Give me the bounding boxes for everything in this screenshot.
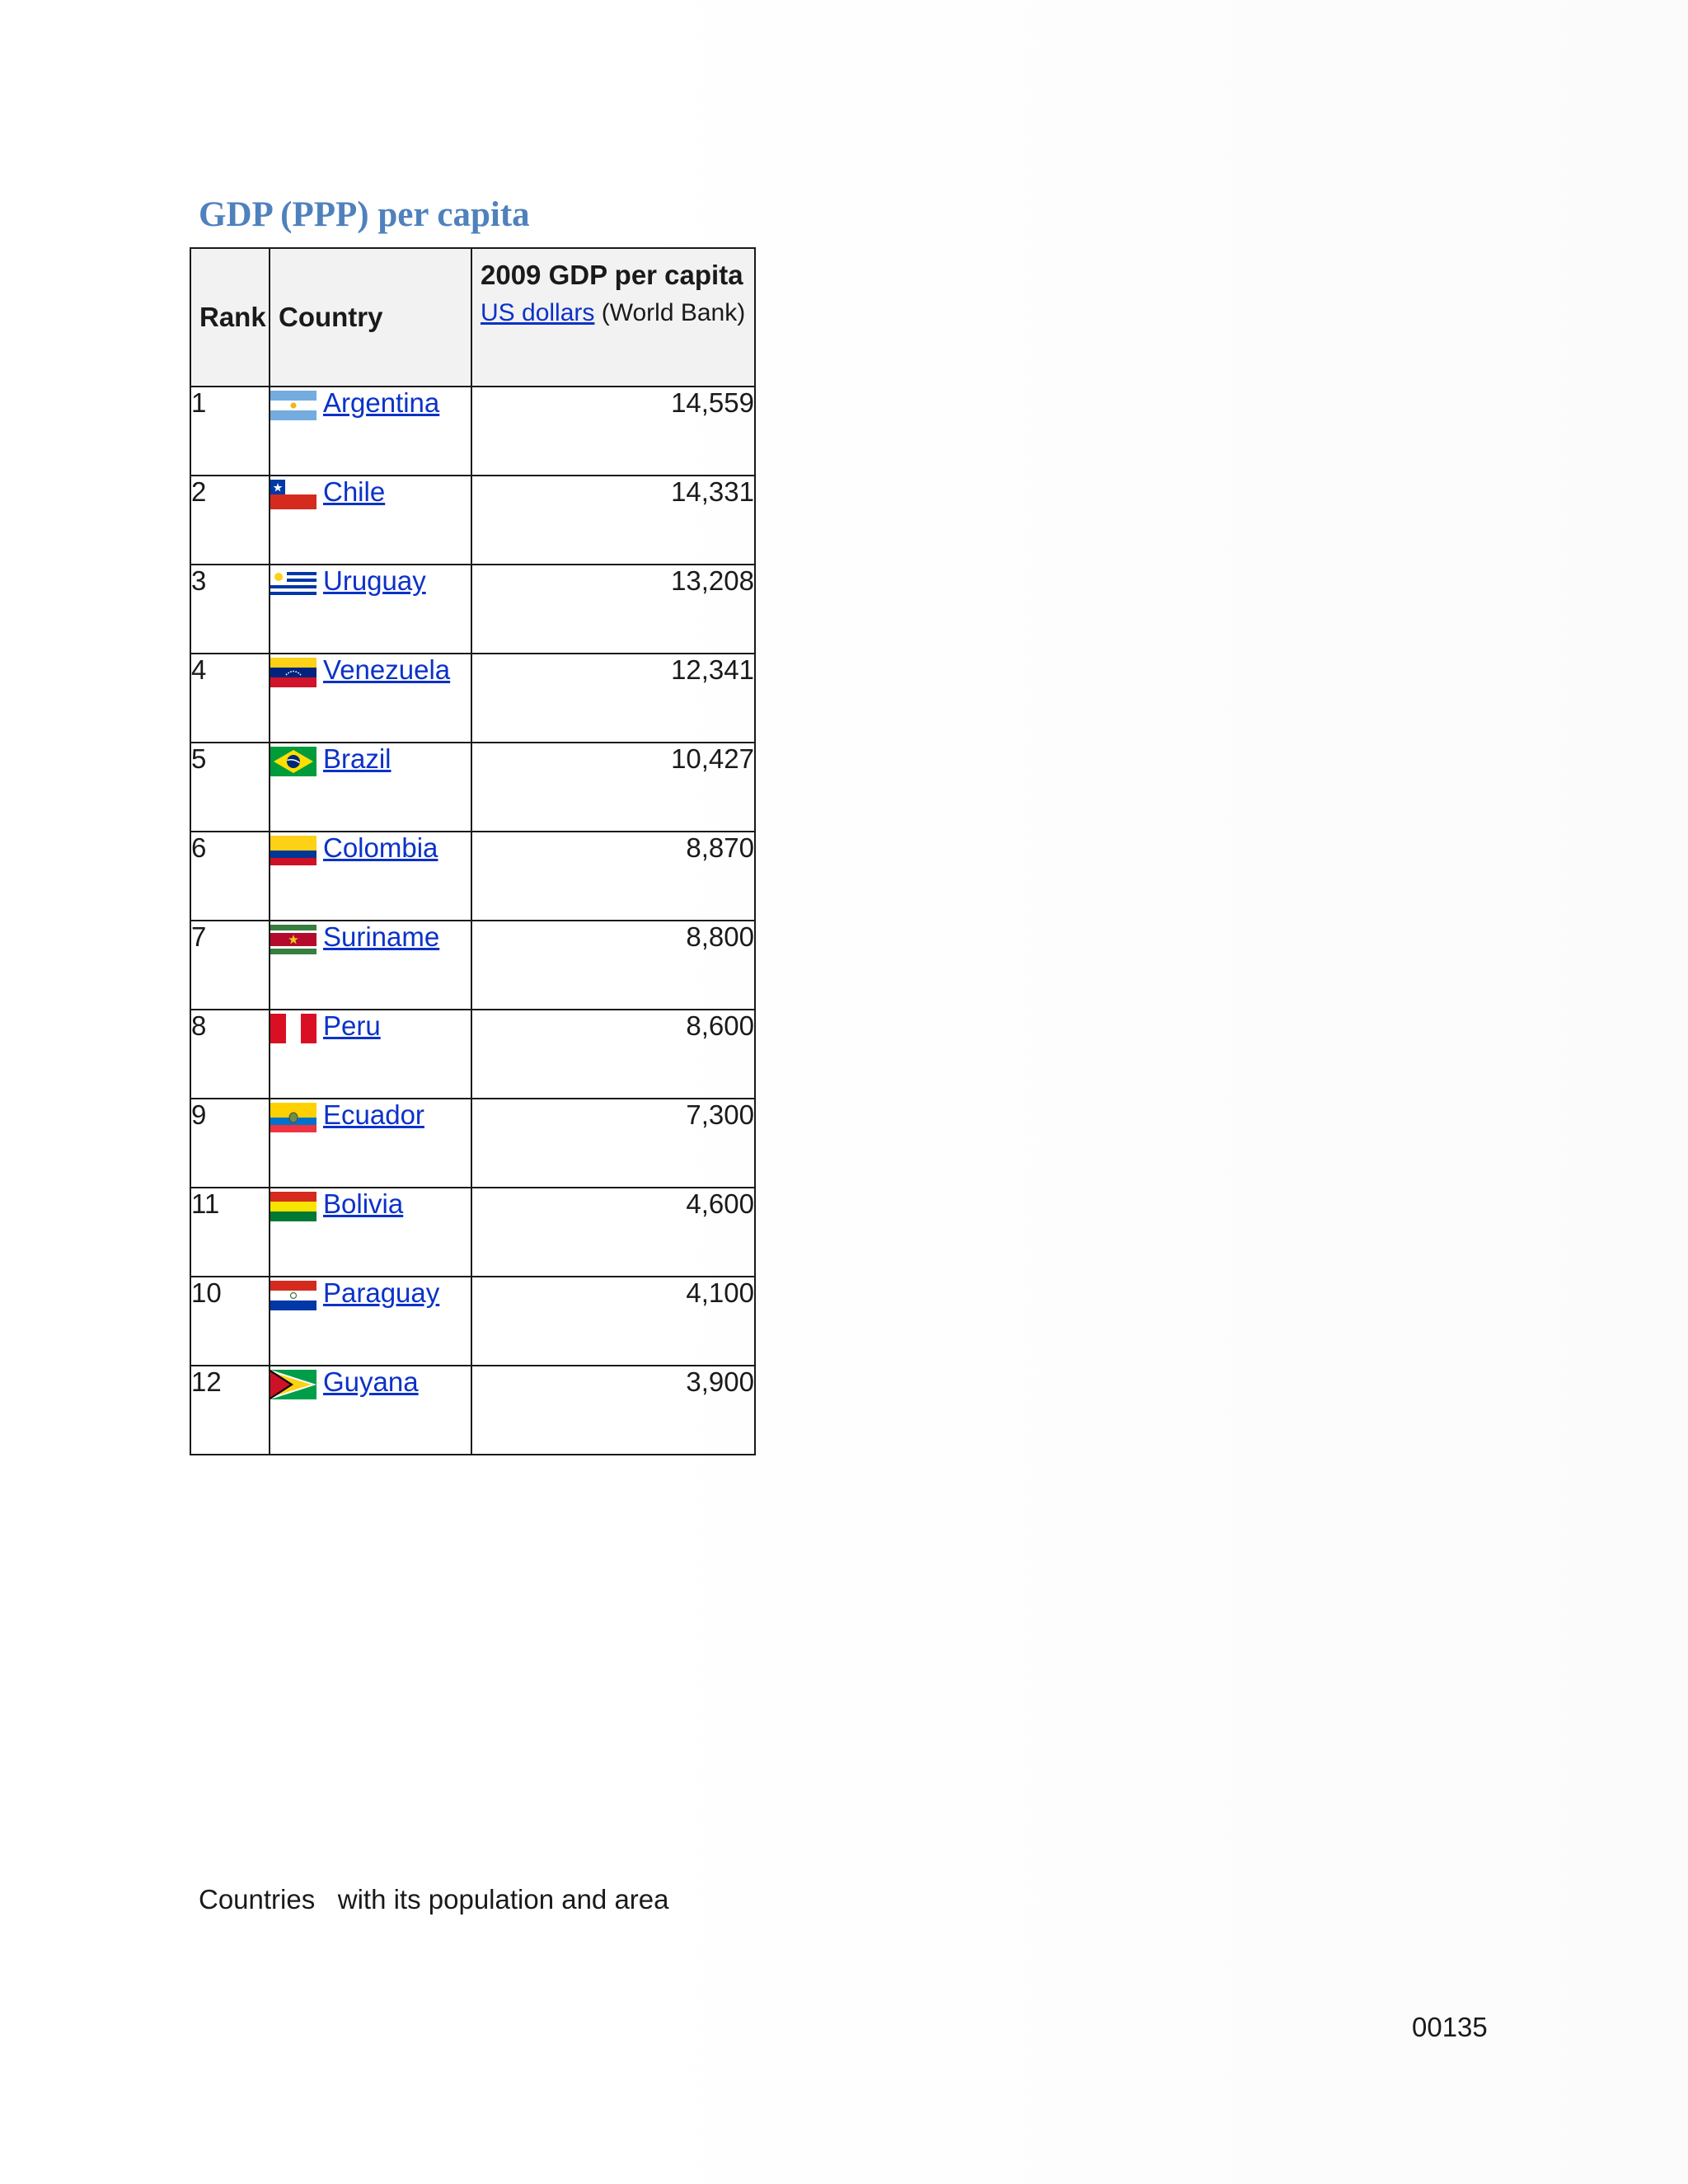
table-row bbox=[190, 832, 755, 921]
gdp-column-source: (World Bank) bbox=[601, 299, 746, 326]
gdp-value-cell: 8,870 bbox=[471, 832, 755, 921]
country-cell bbox=[270, 387, 471, 476]
table-row bbox=[190, 921, 755, 1010]
country-link[interactable]: Colombia bbox=[323, 832, 438, 863]
rank-cell: 4 bbox=[190, 654, 270, 743]
country-link[interactable]: Paraguay bbox=[323, 1277, 440, 1308]
gdp-value-cell: 4,100 bbox=[471, 1277, 755, 1366]
country-cell bbox=[270, 832, 471, 921]
footer-caption: Countries with its population and area bbox=[199, 1884, 669, 1915]
gdp-value-cell: 4,600 bbox=[471, 1188, 755, 1277]
gdp-value-cell: 8,800 bbox=[471, 921, 755, 1010]
rank-cell: 7 bbox=[190, 921, 270, 1010]
table-row bbox=[190, 1277, 755, 1366]
us-dollars-link[interactable]: US dollars bbox=[481, 299, 595, 326]
country-cell bbox=[270, 565, 471, 654]
table-row bbox=[190, 1099, 755, 1188]
paraguay-flag-icon[interactable] bbox=[270, 1281, 316, 1310]
country-cell bbox=[270, 1277, 471, 1366]
rank-column-header: Rank bbox=[190, 248, 270, 387]
country-cell bbox=[270, 1010, 471, 1099]
gdp-table bbox=[190, 247, 756, 1455]
argentina-flag-icon[interactable] bbox=[270, 391, 316, 420]
gdp-value-cell: 10,427 bbox=[471, 743, 755, 832]
peru-flag-icon[interactable] bbox=[270, 1014, 316, 1043]
gdp-value-cell: 14,331 bbox=[471, 476, 755, 565]
table-row bbox=[190, 387, 755, 476]
rank-cell: 11 bbox=[190, 1188, 270, 1277]
country-cell bbox=[270, 476, 471, 565]
uruguay-flag-icon[interactable] bbox=[270, 569, 316, 598]
country-link[interactable]: Suriname bbox=[323, 921, 440, 952]
gdp-value-cell: 7,300 bbox=[471, 1099, 755, 1188]
bolivia-flag-icon[interactable] bbox=[270, 1192, 316, 1221]
rank-cell: 8 bbox=[190, 1010, 270, 1099]
suriname-flag-icon[interactable] bbox=[270, 925, 316, 954]
country-cell bbox=[270, 1188, 471, 1277]
gdp-value-cell: 12,341 bbox=[471, 654, 755, 743]
table-row bbox=[190, 654, 755, 743]
gdp-column-subtitle bbox=[481, 292, 754, 335]
country-link[interactable]: Chile bbox=[323, 476, 386, 507]
gdp-value-cell: 8,600 bbox=[471, 1010, 755, 1099]
country-link[interactable]: Venezuela bbox=[323, 654, 451, 685]
gdp-value-cell: 14,559 bbox=[471, 387, 755, 476]
country-link[interactable]: Guyana bbox=[323, 1366, 419, 1397]
country-link[interactable]: Ecuador bbox=[323, 1099, 424, 1130]
country-cell bbox=[270, 1099, 471, 1188]
brazil-flag-icon[interactable] bbox=[270, 747, 316, 776]
table-header-row bbox=[190, 248, 755, 387]
table-row bbox=[190, 565, 755, 654]
guyana-flag-icon[interactable] bbox=[270, 1370, 316, 1399]
rank-cell: 1 bbox=[190, 387, 270, 476]
gdp-value-cell: 3,900 bbox=[471, 1366, 755, 1455]
table-row bbox=[190, 1366, 755, 1455]
ecuador-flag-icon[interactable] bbox=[270, 1103, 316, 1132]
table-row bbox=[190, 476, 755, 565]
country-cell bbox=[270, 1366, 471, 1455]
country-link[interactable]: Brazil bbox=[323, 743, 392, 774]
table-row bbox=[190, 1010, 755, 1099]
rank-cell: 2 bbox=[190, 476, 270, 565]
rank-cell: 5 bbox=[190, 743, 270, 832]
country-link[interactable]: Peru bbox=[323, 1010, 381, 1041]
rank-cell: 10 bbox=[190, 1277, 270, 1366]
colombia-flag-icon[interactable] bbox=[270, 836, 316, 865]
venezuela-flag-icon[interactable] bbox=[270, 658, 316, 687]
country-cell bbox=[270, 743, 471, 832]
country-link[interactable]: Bolivia bbox=[323, 1188, 404, 1219]
page-title: GDP (PPP) per capita bbox=[199, 195, 530, 234]
table-row bbox=[190, 1188, 755, 1277]
rank-cell: 9 bbox=[190, 1099, 270, 1188]
country-column-header: Country bbox=[270, 248, 471, 387]
country-link[interactable]: Uruguay bbox=[323, 565, 426, 596]
gdp-column-header bbox=[471, 248, 755, 387]
page-number: 00135 bbox=[1412, 2012, 1488, 2042]
country-cell bbox=[270, 654, 471, 743]
rank-cell: 3 bbox=[190, 565, 270, 654]
rank-cell: 12 bbox=[190, 1366, 270, 1455]
country-cell bbox=[270, 921, 471, 1010]
table-row bbox=[190, 743, 755, 832]
chile-flag-icon[interactable] bbox=[270, 480, 316, 509]
rank-cell: 6 bbox=[190, 832, 270, 921]
gdp-column-title: 2009 GDP per capita bbox=[481, 260, 743, 290]
country-link[interactable]: Argentina bbox=[323, 387, 440, 418]
gdp-value-cell: 13,208 bbox=[471, 565, 755, 654]
